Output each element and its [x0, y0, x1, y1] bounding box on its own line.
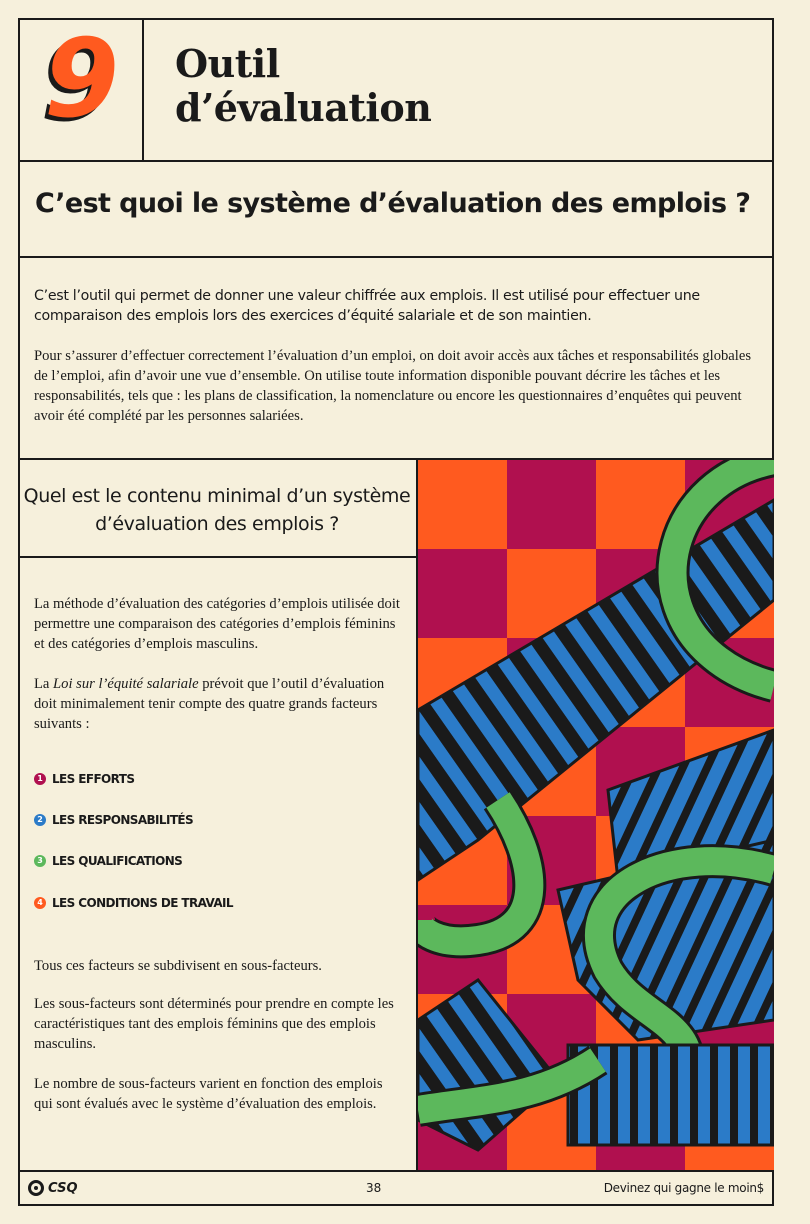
- section-number-box: [18, 18, 144, 160]
- paragraph-subfactors-detail: Les sous-facteurs sont déterminés pour prendre en compte les caractéristiques tant des emplois féminins que des emplois masculins.: [34, 996, 394, 1052]
- illustration-svg: [418, 460, 774, 1170]
- section-heading-box: [18, 460, 416, 558]
- factor-number-badge: 2: [34, 814, 46, 826]
- csq-logo: [28, 1180, 78, 1196]
- law-title: Loi sur l’équité salariale: [53, 676, 199, 692]
- footer: [18, 1170, 774, 1206]
- paragraph-subfactors-count: Le nombre de sous-facteurs varient en fonction des emplois qui sont évalués avec le système d’évaluation des emplois.: [34, 1076, 383, 1112]
- factor-responsibilities: [34, 813, 193, 827]
- paragraph-law-prefix: La: [34, 676, 54, 692]
- decorative-illustration: [418, 460, 774, 1170]
- content-column: [18, 460, 418, 1170]
- page-title-line2: d’évaluation: [175, 85, 432, 130]
- footer-tagline: Devinez qui gagne le moin$: [603, 1181, 764, 1195]
- csq-logo-icon: [28, 1180, 44, 1196]
- csq-logo-text: CSQ: [48, 1180, 78, 1196]
- main-question: [18, 162, 774, 258]
- factor-label: LES QUALIFICATIONS: [52, 854, 183, 868]
- main-question-heading: C’est quoi le système d’évaluation des emplois ?: [35, 188, 751, 219]
- page-title-line1: Outil: [175, 41, 280, 86]
- intro-body: Pour s’assurer d’effectuer correctement l’évaluation d’un emploi, on doit avoir accès aux tâches et responsabilités globales de l’emploi, afin d’avoir une vue d’ensemble. On utilise toute information disponible pouvant décrire les tâches et les responsabilités, tels que : les plans de classification, la nomenclature ou encore les questionnaires d’enquêtes qui peuvent avoir été complété par les personnes salariées.: [34, 348, 751, 424]
- factor-qualifications: [34, 854, 182, 868]
- page-title: [175, 42, 431, 130]
- section-heading: Quel est le contenu minimal d’un système d’évaluation des emplois ?: [23, 485, 411, 535]
- intro-lead: C’est l’outil qui permet de donner une valeur chiffrée aux emplois. Il est utilisé pour effectuer une comparaison des emplois lors des exercices d’équité salariale et de son maintien.: [34, 288, 700, 324]
- factor-number-badge: 3: [34, 855, 46, 867]
- factor-label: LES CONDITIONS DE TRAVAIL: [52, 896, 233, 910]
- factor-label: LES EFFORTS: [52, 772, 135, 786]
- section-number: 9: [44, 17, 120, 142]
- factor-label: LES RESPONSABILITÉS: [52, 813, 194, 827]
- header: [18, 18, 774, 162]
- paragraph-law-suffix: prévoit que l’outil d’évaluation doit minimalement tenir compte des quatre grands facteurs suivants :: [34, 676, 385, 732]
- factor-number-badge: 1: [34, 773, 46, 785]
- paragraph-method: La méthode d’évaluation des catégories d’emplois utilisée doit permettre une comparaison des catégories d’emplois féminins et des catégories d’emplois masculins.: [34, 596, 400, 652]
- bottom-block: [568, 1045, 774, 1145]
- factor-work-conditions: [34, 896, 233, 910]
- paragraph-subfactors: Tous ces facteurs se subdivisent en sous-facteurs.: [34, 958, 322, 974]
- paragraph-law: [34, 674, 404, 734]
- factor-efforts: [34, 772, 134, 786]
- page-number: 38: [366, 1181, 382, 1195]
- factor-number-badge: 4: [34, 897, 46, 909]
- intro-section: [18, 258, 774, 460]
